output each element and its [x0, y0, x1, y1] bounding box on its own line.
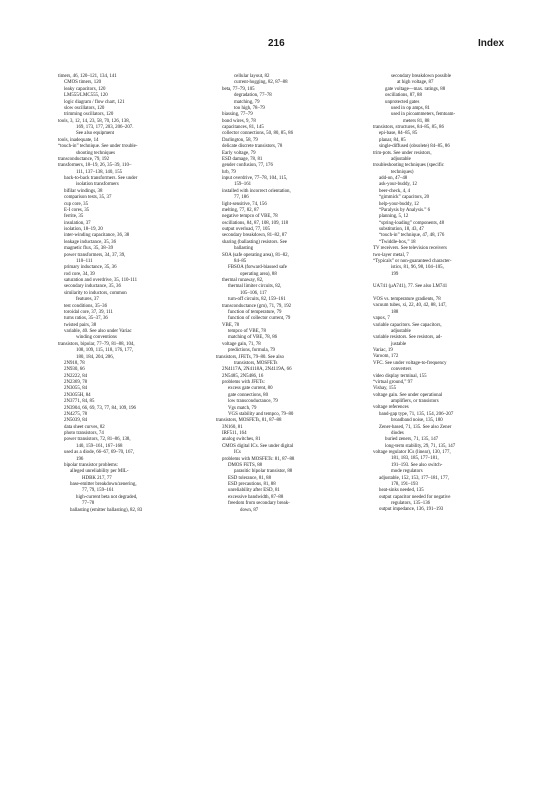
index-subentry: melting, 77, 82, 87 [222, 207, 259, 213]
index-subentry: back-to-back transformers. See under [64, 176, 138, 181]
index-subentry: adjustable [391, 156, 411, 162]
index-subentry: logic diagram / flow chart, 121 [64, 99, 125, 105]
index-subentry: turn-off circuits, 82, 159–161 [228, 297, 286, 303]
index-subentry: IRF511, 164 [222, 431, 247, 436]
index-entry: voltage regulator ICs (linear), 130, 177, [373, 450, 451, 456]
index-subentry: features, 37 [76, 297, 99, 303]
index-entry: transformers, 18–19, 26, 35–39, 110– [58, 163, 132, 169]
index-subentry: shooting techniques [76, 150, 115, 156]
index-subentry: insulation, 37 [64, 220, 91, 226]
index-subentry: biassing, 77–79 [222, 112, 253, 118]
index-subentry: operating area), 88 [240, 271, 277, 277]
index-subentry: 159–161 [234, 182, 252, 188]
index-entry: VFC. See under voltage-to-frequency [373, 360, 447, 366]
index-subentry: light-sensitive, 74, 156 [222, 201, 267, 207]
index-entry: timers, 46, 120–121, 134, 141 [58, 74, 117, 79]
index-subentry: E-I cores, 35 [64, 207, 90, 213]
index-entry: variable resistors. See resistors, ad- [373, 335, 442, 341]
index-subentry: down, 87 [240, 507, 259, 513]
index-subentry: diodes [391, 430, 404, 436]
index-subentry: voltage gain, 71, 78 [222, 341, 261, 347]
index-subentry: function of temperature, 79 [228, 309, 282, 315]
index-subentry: band-gap type, 71, 135, 154, 206–207 [379, 411, 454, 417]
page-number: 216 [268, 38, 285, 49]
index-entry: tools, 3, 12, 14, 23, 58, 70, 126, 138, [58, 118, 130, 124]
index-subentry: “touch-in” technique, 47, 48, 176 [379, 233, 445, 239]
index-subentry: 3N160, 81 [222, 424, 243, 430]
index-subentry: Vgs match, 79 [228, 405, 257, 411]
index-subentry: 2N5485, 2N5486, 16 [222, 373, 264, 379]
index-subentry: tempco of VBE, 78 [228, 329, 266, 334]
index-subentry: 2N3904, 66, 69, 73, 77, 84, 109, 196 [64, 405, 137, 411]
index-column-3 [373, 74, 521, 514]
index-subentry: help-your-buddy, 12 [379, 201, 419, 207]
index-subentry: 178, 191–193 [391, 481, 418, 487]
index-subentry: heat-sinks needed, 135 [379, 488, 424, 494]
index-entry: “touch-in” technique. See under trouble- [58, 144, 138, 150]
index-subentry: amplifiers, or transistors [391, 399, 439, 405]
index-subentry: oscillations, 87, 88 [385, 93, 422, 99]
index-subentry: planning, 5, 12 [379, 214, 409, 220]
index-subentry: unreliability after ESD, 81 [228, 488, 280, 494]
index-subentry: excessive bandwidth, 87–88 [228, 494, 284, 500]
index-subentry: justable [391, 341, 407, 347]
index-subentry: long-term stability, 29, 71, 135, 147 [385, 443, 456, 449]
index-subentry: cellular layout, 82 [234, 74, 270, 79]
index-subentry: CMOS digital ICs. See under digital [222, 443, 294, 449]
index-subentry: turns ratios, 35–37, 36 [64, 316, 108, 322]
index-subentry: 2N4117A, 2N4118A, 2N4119A, 66 [222, 367, 292, 373]
index-subentry: alleged unreliability per MIL- [70, 469, 129, 475]
index-subentry: at high voltage, 87 [397, 80, 434, 86]
index-subentry: primary inductance, 35, 36 [64, 265, 117, 271]
running-head: Index [478, 38, 505, 49]
index-subentry: negative tempco of VBE, 78 [222, 214, 278, 220]
index-subentry: ESD precautions, 81, 88 [228, 482, 276, 487]
index-subentry: input overdrive, 77–78, 104, 115, [222, 176, 288, 181]
index-entry: voltage gain. See under operational [373, 392, 443, 398]
index-entry: tools, inadequate, 14 [58, 137, 99, 143]
index-subentry: sharing (ballasting) resistors. See [222, 239, 287, 245]
index-subentry: power transistors, 72, 81–86, 138, [64, 437, 131, 443]
index-subentry: thermal limiter circuits, 82, [228, 284, 282, 290]
index-column-1 [58, 74, 206, 514]
index-subentry: 105–106, 117 [240, 290, 267, 296]
index-entry: troubleshooting techniques (specific [373, 163, 444, 169]
index-subentry: cup core, 35 [64, 201, 89, 207]
index-subentry: 2N2222, 84 [64, 373, 88, 379]
index-subentry: bond wires, 9, 78 [222, 118, 256, 124]
index-subentry: 2N4275, 78 [64, 411, 88, 417]
index-subentry: bipolar transistor problems: [64, 462, 119, 468]
index-subentry: “Twiddle-box,” 18 [379, 239, 416, 245]
index-subentry: output overload, 77, 105 [222, 227, 270, 232]
index-subentry: delicate discrete transistors, 78 [222, 144, 283, 150]
index-subentry: istics, 81, 96, 98, 104–105, [391, 265, 444, 271]
index-subentry: 2N3055, 84 [64, 386, 88, 392]
index-subentry: matching of VBE, 78, 86 [228, 335, 278, 341]
index-entry: trim-pots. See under resistors, [373, 150, 432, 156]
index-subentry: hrb, 79 [222, 169, 236, 175]
index-subentry: secondary breakdown, 81–82, 87 [222, 233, 287, 239]
index-entry: video display terminal, 155 [373, 373, 427, 379]
index-subentry: low transconductance, 79 [228, 399, 278, 405]
index-subentry: installed with incorrect orientation, [222, 188, 291, 194]
index-subentry: HDBK 217, 77 [82, 475, 112, 481]
index-subentry: adjustable, 152, 153, 177–181, 177, [379, 475, 449, 481]
index-subentry: collector connections, 50, 80, 85, 86 [222, 131, 294, 137]
index-subentry: buried zeners, 71, 135, 147 [385, 437, 439, 443]
index-subentry: regulators, 135–136 [391, 501, 431, 507]
index-subentry: photo transistors, 74 [64, 431, 104, 436]
index-entry: Vishay, 155 [373, 386, 397, 392]
index-subentry: function of collector current, 79 [228, 316, 291, 322]
index-subentry: isolation transformers [76, 182, 119, 188]
index-subentry: mode regulators [391, 469, 423, 475]
index-subentry: high-current beta not degraded, [76, 494, 138, 500]
index-subentry: too high, 78–79 [234, 105, 265, 111]
index-subentry: substitution, 18, 43, 47 [379, 227, 424, 232]
index-subentry: power transformers, 34, 37, 39, [64, 252, 126, 258]
index-entry: “virtual ground,” 97 [373, 379, 413, 385]
index-subentry: output impedance, 136, 191–193 [379, 507, 444, 513]
index-subentry: FBSOA (forward-biassed safe [228, 265, 287, 271]
index-subentry: 111, 137–138, 140, 155 [76, 169, 123, 175]
index-subentry: inter-winding capacitance, 36, 38 [64, 233, 130, 239]
index-subentry: “gimmick” capacitors, 20 [379, 195, 430, 201]
index-subentry: oscillations, 84, 87, 108, 109, 118 [222, 220, 289, 226]
index-subentry: predictions, formula, 79 [228, 348, 275, 354]
index-subentry: 199 [391, 271, 399, 277]
index-subentry: “spring-loading” components, 48 [379, 220, 445, 226]
index-subentry: ESD tolerance, 81, 88 [228, 475, 272, 481]
index-subentry: leakage inductance, 35, 36 [64, 239, 117, 245]
index-subentry: planar, 84, 85 [379, 137, 406, 143]
index-subentry: converters [391, 367, 412, 373]
index-subentry: secondary inductance, 35, 36 [64, 284, 121, 290]
index-subentry: gate voltage—max. ratings, 88 [385, 86, 446, 92]
index-subentry: freedom from secondary break- [228, 501, 290, 507]
index-subentry: beer-check, 4, 4 [379, 188, 411, 194]
page-header [0, 38, 559, 58]
index-subentry: SOA (safe operating area), 81–82, [222, 252, 289, 258]
index-subentry: 77, 79, 159–161 [82, 488, 114, 494]
index-subentry: adjustable [391, 328, 411, 334]
index-subentry: 180, 184, 204, 206, [76, 354, 114, 360]
index-subentry: saturation and overdrive, 35, 110-111 [64, 278, 138, 283]
index-subentry: used in op amps, 81 [391, 105, 430, 111]
index-subentry: output capacitor needed for negative [379, 494, 451, 500]
index-subentry: thermal runaway, 82, [222, 278, 264, 283]
index-subentry: rod core, 34, 39 [64, 271, 95, 277]
index-subentry: toroidal core, 37, 39, 111 [64, 309, 113, 315]
index-subentry: 140, 159–161, 167–168 [76, 443, 123, 449]
index-entry: transistors, structures, 84–85, 85, 86 [373, 125, 444, 130]
index-subentry: VGS stability and tempco, 79–80 [228, 411, 294, 417]
index-subentry: gate connections, 80 [228, 392, 269, 398]
index-subentry: data sheet curves, 82 [64, 424, 105, 430]
index-subentry: ICs [234, 450, 241, 456]
index-entry: Variac, 19 [373, 348, 393, 354]
index-subentry: base-emitter breakdown/zenering, [70, 482, 137, 487]
index-entry: Varoom, 172 [373, 354, 399, 360]
index-subentry: ballasting [234, 246, 254, 252]
index-subentry: comparison tests, 35, 37 [64, 195, 112, 201]
index-subentry: 84–85 [234, 258, 247, 264]
index-subentry: ferrite, 35 [64, 214, 84, 220]
index-body [58, 74, 518, 764]
index-entry: UA741 (μA741), 77. See also LM741 [373, 284, 448, 290]
index-subentry: 2N3771, 84, 85 [64, 399, 95, 405]
index-subentry: Early voltage, 79 [222, 150, 256, 156]
index-subentry: similarity to inductors, common [64, 290, 127, 296]
index-subentry: Zener-based, 71, 135. See also Zener [379, 424, 452, 430]
index-subentry: parasitic bipolar transistor, 88 [234, 469, 293, 475]
index-subentry: broadband noise, 135, 180 [391, 418, 443, 424]
index-subentry: unprotected gates [385, 99, 420, 105]
index-subentry: degradation, 77–78 [234, 93, 272, 99]
index-subentry: DMOS FETS, 88 [228, 462, 263, 468]
index-subentry: techniques) [391, 169, 414, 175]
index-subentry: variable, 40. See also under Variac [64, 329, 132, 334]
index-entry: TV receivers. See television receivers [373, 246, 447, 252]
index-entry: transistors, bipolar, 77–79, 81–88, 104, [58, 341, 135, 347]
index-subentry: 2N930, 66 [64, 367, 85, 373]
index-subentry: 169, 173, 177, 203, 206–207. [76, 125, 134, 130]
index-subentry: secondary breakdown possible [391, 74, 452, 79]
index-subentry: capacitances, 81, 145 [222, 125, 264, 130]
index-entry: vapox, 7 [373, 316, 390, 322]
index-subentry: VBE, 78 [222, 322, 240, 328]
index-subentry: analog switches, 81 [222, 437, 261, 443]
index-subentry: isolation, 18–19, 20 [64, 227, 103, 232]
index-subentry: problems with JFETs: [222, 380, 265, 385]
index-subentry: twisted pairs, 38 [64, 322, 97, 328]
index-entry: variable capacitors. See capacitors, [373, 322, 442, 328]
index-entry: transconductance, 79, 192 [58, 156, 110, 162]
index-subentry: ballasting (emitter ballasting), 82, 83 [70, 507, 143, 513]
index-subentry: LM555/LMC555, 120 [64, 93, 108, 99]
index-column-2 [216, 74, 364, 514]
index-subentry: transconductance (gm), 71, 79, 192 [222, 303, 292, 309]
index-subentry: 108, 109, 115, 118, 176, 177, [76, 348, 134, 354]
index-subentry: 2N5039, 84 [64, 418, 88, 424]
index-subentry: 110–111 [76, 258, 93, 264]
index-subentry: beta, 77–79, 105 [222, 86, 255, 92]
index-entry: VOS vs. temperature gradients, 78 [373, 297, 441, 303]
index-subentry: excess gate current, 80 [228, 386, 273, 392]
index-subentry: used as a diode, 66–67, 69–70, 167, [64, 450, 135, 456]
index-subentry: ask-your-buddy, 12 [379, 182, 417, 188]
index-entry: “Typicals” or non-guaranteed character- [373, 258, 452, 264]
index-subentry: problems with MOSFETs: 81, 87–88 [222, 456, 295, 462]
index-subentry: Darlington, 58, 79 [222, 137, 258, 143]
index-subentry: 196 [76, 456, 84, 462]
index-subentry: magnetic flux, 35, 38–39 [64, 246, 114, 252]
index-subentry: used in picoammeters, femtoam- [391, 112, 456, 118]
index-subentry: 188 [391, 309, 399, 315]
index-subentry: winding conventions [76, 335, 117, 341]
index-entry: voltage references [373, 405, 409, 411]
index-subentry: meters 81, 88 [403, 118, 430, 124]
index-subentry: 2N918, 78 [64, 360, 85, 366]
index-subentry: trimming oscillators, 120 [64, 112, 114, 118]
index-subentry: matching, 79 [234, 99, 260, 105]
index-subentry: ESD damage, 78, 81 [222, 156, 263, 162]
index-subentry: test conditions, 35–36 [64, 303, 108, 309]
index-entry: transistors, MOSFETs, 81, 87–88 [216, 418, 282, 424]
index-subentry: transistors, MOSFETs [234, 360, 278, 366]
index-subentry: epi-base, 84–85, 85 [379, 131, 418, 137]
index-subentry: single-diffused (obsolete) 84–85, 86 [379, 144, 450, 150]
index-subentry: current-hogging, 82, 87–88 [234, 80, 288, 86]
index-subentry: bifilar windings, 38 [64, 188, 103, 194]
index-subentry: gender confusion, 77, 176 [222, 163, 273, 169]
index-subentry: 77–78 [82, 501, 95, 507]
index-subentry: leaky capacitors, 120 [64, 86, 106, 92]
index-entry: transistors, JFETs, 79–80. See also [216, 354, 284, 360]
index-subentry: 191–193. See also switch- [391, 462, 443, 468]
index-subentry: See also equipment [76, 131, 115, 137]
index-entry: vacuum tubes, xi, 22, 40, 42, 88, 147, [373, 303, 447, 309]
index-subentry: slow oscillators, 120 [64, 105, 105, 111]
index-subentry: 2N2369, 78 [64, 380, 88, 385]
index-subentry: 2N3055H, 84 [64, 392, 91, 398]
index-subentry: “Paralysis by Analysis.” 6 [379, 207, 431, 213]
index-entry: two-layer metal, 7 [373, 252, 409, 258]
index-subentry: 77, 186 [234, 195, 249, 201]
index-subentry: add-on, 47–48 [379, 176, 408, 181]
index-subentry: CMOS timers, 120 [64, 80, 102, 86]
index-subentry: 181, 183, 185, 177–181, [391, 456, 439, 462]
